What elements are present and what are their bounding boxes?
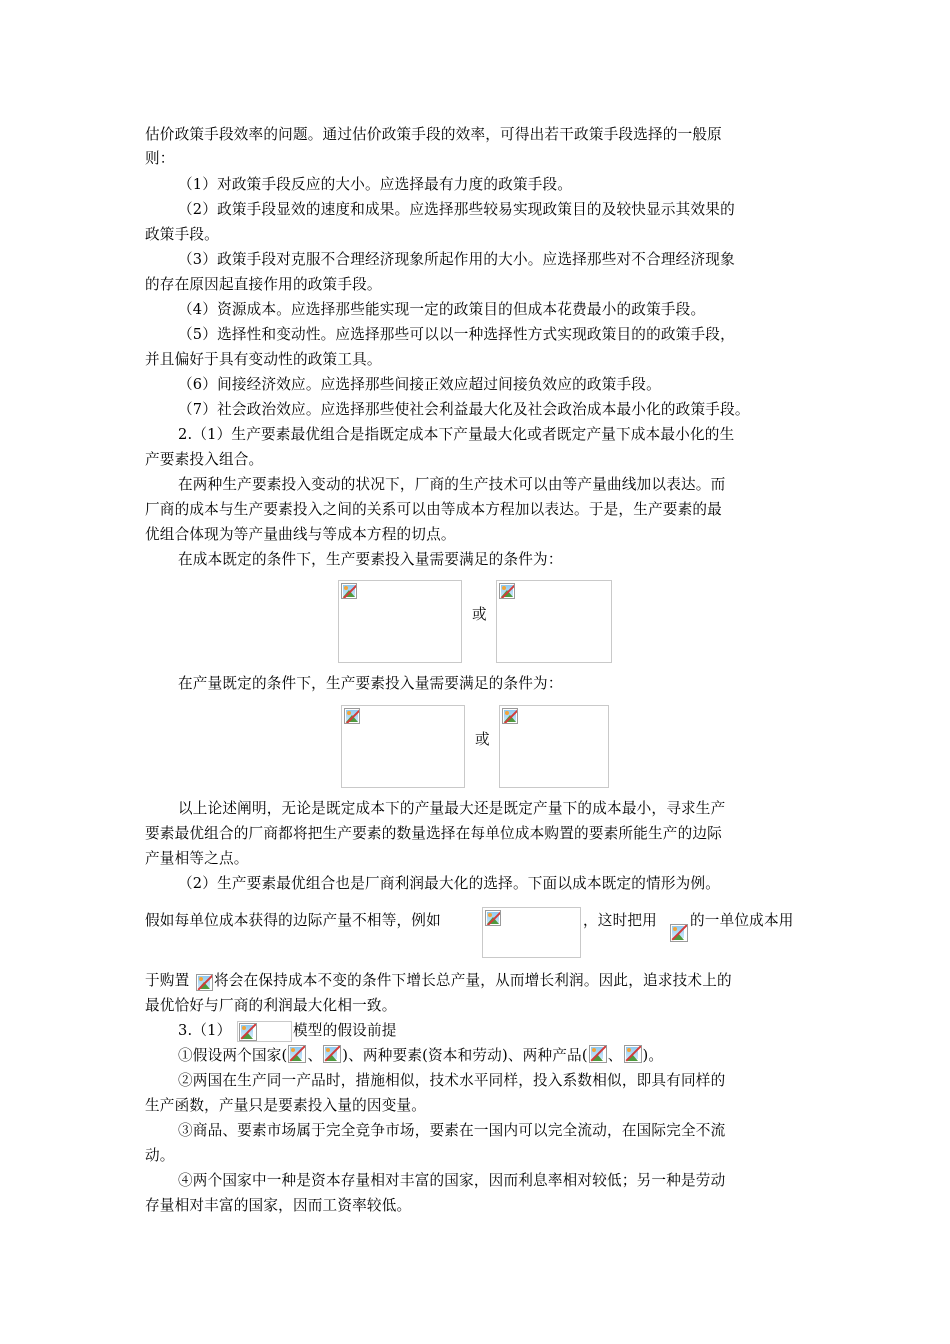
text-line: ③商品、要素市场属于完全竞争市场，要素在一国内可以完全流动，在国际完全不流	[178, 1122, 726, 1139]
text-fragment: 假如每单位成本获得的边际产量不相等，例如	[145, 912, 441, 929]
text-line: （1）对政策手段反应的大小。应选择最有力度的政策手段。	[178, 176, 573, 193]
text-line: 产要素投入组合。	[145, 451, 264, 468]
formula-image	[496, 580, 612, 663]
text-fragment: 模型的假设前提	[293, 1022, 397, 1039]
text-fragment: 3.（1）	[178, 1022, 232, 1039]
formula-image	[338, 580, 462, 663]
text-line: （6）间接经济效应。应选择那些间接正效应超过间接负效应的政策手段。	[178, 376, 661, 393]
text-line: ④两个国家中一种是资本存量相对丰富的国家，因而利息率相对较低；另一种是劳动	[178, 1172, 726, 1189]
text-line: （7）社会政治效应。应选择那些使社会利益最大化及社会政治成本最小化的政策手段。	[178, 401, 750, 418]
or-label: 或	[475, 731, 490, 748]
text-fragment: ①假设两个国家(	[178, 1047, 288, 1064]
text-line: 在产量既定的条件下，生产要素投入量需要满足的条件为：	[178, 675, 563, 692]
formula-image	[499, 705, 609, 788]
text-fragment: )。	[642, 1047, 664, 1064]
text-line: 则：	[145, 150, 175, 167]
broken-image-icon	[502, 708, 518, 724]
formula-image	[341, 705, 465, 788]
broken-image-icon	[196, 974, 213, 991]
text-fragment: 、	[607, 1047, 623, 1064]
formula-image	[482, 907, 581, 958]
broken-image-icon	[670, 924, 688, 942]
text-line: 2.（1）生产要素最优组合是指既定成本下产量最大化或者既定产量下成本最小化的生	[178, 426, 735, 443]
text-line: 并且偏好于具有变动性的政策工具。	[145, 351, 382, 368]
text-fragment: ，这时把用	[583, 912, 657, 929]
text-line: 在两种生产要素投入变动的状况下，厂商的生产技术可以由等产量曲线加以表达。而	[178, 476, 726, 493]
broken-image-icon	[624, 1045, 642, 1063]
text-line: 产量相等之点。	[145, 850, 249, 867]
text-line	[178, 1045, 663, 1067]
broken-image-icon	[499, 583, 515, 599]
text-line: 优组合体现为等产量曲线与等成本方程的切点。	[145, 526, 456, 543]
or-label: 或	[472, 606, 487, 623]
text-line: 厂商的成本与生产要素投入之间的关系可以由等成本方程加以表达。于是，生产要素的最	[145, 501, 722, 518]
text-line: （5）选择性和变动性。应选择那些可以以一种选择性方式实现政策目的的政策手段，	[178, 326, 735, 343]
text-line: 政策手段。	[145, 226, 219, 243]
text-line: 以上论述阐明，无论是既定成本下的产量最大还是既定产量下的成本最小，寻求生产	[178, 800, 726, 817]
text-line: 动。	[145, 1147, 175, 1164]
text-line: 估价政策手段效率的问题。通过估价政策手段的效率，可得出若干政策手段选择的一般原	[145, 126, 722, 143]
broken-image-icon	[589, 1045, 607, 1063]
text-line: （3）政策手段对克服不合理经济现象所起作用的大小。应选择那些对不合理经济现象	[178, 251, 735, 268]
text-line: 在成本既定的条件下，生产要素投入量需要满足的条件为：	[178, 551, 563, 568]
text-fragment: )、两种要素(资本和劳动)、两种产品(	[342, 1047, 588, 1064]
text-line: ②两国在生产同一产品时，措施相似，技术水平同样，投入系数相似，即具有同样的	[178, 1072, 726, 1089]
text-fragment: 的一单位成本用	[690, 912, 794, 929]
text-line: 要素最优组合的厂商都将把生产要素的数量选择在每单位成本购置的要素所能生产的边际	[145, 825, 722, 842]
text-line: （2）生产要素最优组合也是厂商利润最大化的选择。下面以成本既定的情形为例。	[178, 875, 721, 892]
broken-image-icon	[344, 708, 360, 724]
broken-image-icon	[288, 1045, 306, 1063]
text-fragment: 于购置	[145, 972, 190, 989]
text-line: （2）政策手段显效的速度和成果。应选择那些较易实现政策目的及较快显示其效果的	[178, 201, 735, 218]
inline-image	[237, 1021, 292, 1042]
text-line: （4）资源成本。应选择那些能实现一定的政策目的但成本花费最小的政策手段。	[178, 301, 706, 318]
text-line: 存量相对丰富的国家，因而工资率较低。	[145, 1197, 412, 1214]
text-line: 最优恰好与厂商的利润最大化相一致。	[145, 997, 397, 1014]
text-line: 生产函数，产量只是要素投入量的因变量。	[145, 1097, 427, 1114]
broken-image-icon	[341, 583, 357, 599]
text-line: 的存在原因起直接作用的政策手段。	[145, 276, 382, 293]
broken-image-icon	[323, 1045, 341, 1063]
broken-image-icon	[239, 1023, 257, 1041]
text-fragment: 、	[307, 1047, 323, 1064]
broken-image-icon	[485, 910, 501, 926]
text-fragment: 将会在保持成本不变的条件下增长总产量，从而增长利润。因此，追求技术上的	[214, 972, 732, 989]
